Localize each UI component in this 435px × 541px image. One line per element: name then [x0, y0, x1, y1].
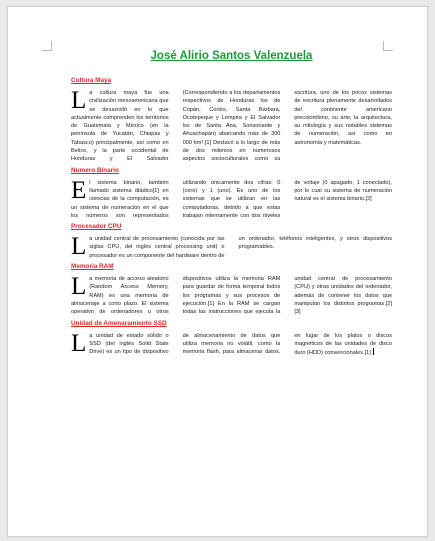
section-body: [71, 235, 392, 260]
section-heading: Unidad de Amenaramiento SSD: [71, 319, 167, 327]
drop-cap: L: [71, 273, 87, 301]
drop-cap: L: [71, 87, 87, 114]
document-content[interactable]: [71, 50, 392, 360]
section-body: [71, 329, 392, 358]
section-cultura-maya: [71, 77, 392, 164]
text-cursor: [373, 348, 374, 355]
section-heading: Procesador CPU: [71, 223, 122, 231]
section-heading: Numero Binario: [71, 166, 119, 174]
section-numero-binario: [71, 167, 392, 220]
margin-marker-top-left: [42, 41, 52, 51]
section-heading: Memoria RAM: [71, 263, 114, 271]
section-procesador-cpu: [71, 223, 392, 260]
section-body: [71, 275, 392, 316]
document-page[interactable]: [7, 6, 428, 537]
section-text: a unidad central de procesamiento (conocida por las siglas CPU, del inglés central processing unit) o procesador es un componente del hardware dentro de un ordenador, teléfonos inteligentes, y otros dispositivos programables.: [89, 236, 392, 259]
section-body: [71, 176, 392, 220]
section-text: a cultura maya fue una civilización mesoamericana que se desarrolló en lo que actualmente comprenden los territorios de Guatemala y México (en la península de Yucatán, Chiapas y Tabasco) principalmente, así como en Belice, y la parte occidental de Honduras y El Salvador (Correspondiendo a los departamentos respectivos de Honduras los de Copán, Cortés, Santa Bárbara, Ocotepeque y Lempira y El Salvador los de Santa Ana, Sonsonante y Ahuachapán) abarcando más de 300 000 km².[1] Destacó a lo largo de más de dos milenios en numerosos aspectos socioculturales como su escritura, uno de los pocos sistemas de escritura plenamente desarrollados del continente americano precolombino, su arte, la arquitectura, su mitología y sus notables sistemas de numeración, así como en astronomía y matemáticas.: [71, 90, 392, 163]
section-ssd: [71, 320, 392, 358]
section-body: [71, 89, 392, 164]
drop-cap: L: [71, 329, 87, 357]
document-title: José Alirio Santos Valenzuela: [150, 50, 313, 62]
section-memoria-ram: [71, 263, 392, 316]
section-text: a unidad de estado sólido o SSD (del inglés Solid State Drive) es un tipo de dispositivo de almacenamiento de datos que utiliza memoria no volátil, como la memoria flash, para almacenar datos, en lugar de los platos o discos magnéticos de las unidades de disco duro (HDD) convencionales.[1]: [89, 332, 392, 357]
drop-cap: L: [71, 233, 87, 261]
section-text: l sistema binario, también llamado sistema diádico[1] en ciencias de la computación, es un sistema de numeración en el que los números son representados utilizando únicamente dos cifras: 0 (cero) y 1 (uno). Es uno de los sistemas que se utilizan en las computadoras, debido a que estas trabajan internamente con dos niveles de voltaje (0 apagado, 1 conectado), por lo cual su sistema de numeración natural es el sistema binario.[2]: [71, 179, 392, 219]
section-heading: Cultura Maya: [71, 77, 112, 84]
drop-cap: E: [71, 176, 87, 204]
section-text: a memoria de acceso aleatorio (Random Access Memory, RAM) es una memoria de almacenaje a corto plazo. El sistema operativo de ordenadores u otros dispositivos utiliza la memoria RAM para guardar de forma temporal todos los programas y sus procesos de ejecución.[1] En la RAM se cargan todas las instrucciones que ejecuta la unidad central de procesamiento (CPU) y otras unidades del ordenador, además de contener los datos que manipulan los distintos programas.[2][3]: [71, 276, 392, 316]
